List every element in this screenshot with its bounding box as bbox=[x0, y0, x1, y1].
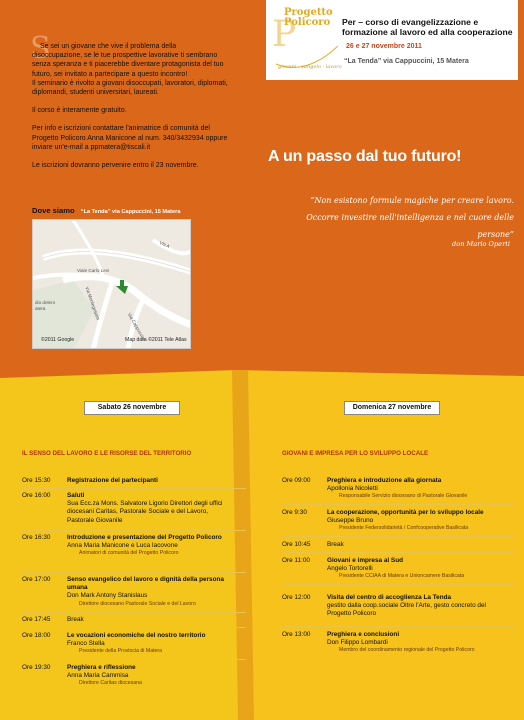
map-street-label-2: Via Montegrappa bbox=[84, 286, 101, 321]
program-time: Ore 11:00 bbox=[282, 557, 310, 564]
day-label-sunday: Domenica 27 novembre bbox=[344, 401, 440, 415]
svg-text:P: P bbox=[272, 14, 297, 55]
logo-line2: Policoro bbox=[284, 17, 331, 28]
map-graphic bbox=[33, 220, 191, 349]
quote-line-1: “Non esistono formule magiche per creare lavoro. bbox=[310, 196, 514, 205]
program-time: Ore 19:30 bbox=[22, 664, 51, 671]
map-street-label-1: Viale Carlo Levi bbox=[77, 268, 110, 273]
program-text: Break bbox=[67, 616, 84, 623]
program-time: Ore 17:00 bbox=[22, 576, 51, 583]
slogan: A un passo dal tuo futuro! bbox=[268, 148, 462, 165]
program-text: Franco Stella bbox=[67, 640, 105, 648]
program-title: Le vocazioni economiche del nostro territorio bbox=[67, 632, 206, 639]
program-text: Sua Ecc.za Mons. Salvatore Ligorio Direttori degli uffici diocesani Caritas, Pastorale Sociale e del Lavoro, Pastorale Giovanile bbox=[67, 500, 223, 524]
intro-paragraph-3: Per info e iscrizioni contattare l'animatrice di comunità del Progetto Policoro Anna Manicone al num. 340/3432934 oppure inviare un'e-mail a ppmatera@tiscali.it bbox=[32, 125, 228, 151]
program-title: Preghiera e introduzione alla giornata bbox=[327, 477, 442, 484]
program-subtext: Membro del coordinamento regionale del Progetto Policoro bbox=[339, 647, 475, 654]
program-time: Ore 9:30 bbox=[282, 509, 307, 516]
map-poi-label: dio delero atera bbox=[35, 300, 56, 311]
location-map bbox=[32, 219, 191, 349]
program-subtext: Responsabile Servizio diocesano di Pastorale Giovanile bbox=[339, 493, 468, 500]
header-box bbox=[266, 0, 518, 80]
program-subtext: Presidente della Provincia di Matera bbox=[79, 648, 163, 655]
map-credit-data: Map data ©2011 Tele Atlas bbox=[125, 337, 187, 343]
day-label-saturday: Sabato 26 novembre bbox=[84, 401, 180, 415]
program-time: Ore 13:00 bbox=[282, 631, 311, 638]
program-title: Senso evangelico del lavoro e dignità della persona umana bbox=[67, 576, 224, 592]
program-subtext: Direttore diocesano Pastorale Sociale e del Lavoro bbox=[79, 600, 196, 607]
map-credit-google: ©2011 Google bbox=[41, 337, 75, 343]
program-text: Anna Maria Cammisa bbox=[67, 672, 129, 680]
logo-line1: Progetto bbox=[284, 7, 333, 18]
program-title: Visita del centro di accoglienza La Tenda bbox=[327, 594, 452, 601]
saturday-section-title: IL SENSO DEL LAVORO E LE RISORSE DEL TERRITORIO bbox=[22, 450, 192, 457]
program-text: gestito dalla coop.sociale Oltre l'Arte, gesto concreto del Progetto Policoro bbox=[327, 602, 486, 618]
intro-paragraph-1: Se sei un giovane che vive il problema della disoccupazione, se le tue prospettive lavorative ti sembrano senza speranza e ti piacerebbe diventare protagonista del tuo futuro, sei invitato a partecipare a questo incontro! bbox=[32, 43, 224, 78]
program-title: La cooperazione, opportunità per lo sviluppo locale bbox=[327, 509, 484, 516]
program-text: Giuseppe Bruno bbox=[327, 517, 374, 525]
sunday-section-title: GIOVANI E IMPRESA PER LO SVILUPPO LOCALE bbox=[282, 450, 429, 457]
program-time: Ore 09:00 bbox=[282, 477, 311, 484]
program-text: Break bbox=[327, 541, 344, 548]
program-time: Ore 16:00 bbox=[22, 492, 51, 499]
progetto-policoro-logo bbox=[270, 6, 342, 70]
location-label: Dove siamo bbox=[32, 206, 75, 215]
program-text: Don Mark Antony Stanislaus bbox=[67, 592, 148, 600]
quote-author: don Mario Operti bbox=[452, 240, 510, 248]
program-title: Giovani e impresa al Sud bbox=[327, 557, 404, 564]
location-address: “La Tenda” via Cappuccini, 15 Matera bbox=[80, 209, 181, 215]
intro-paragraph-2: Il corso è interamente gratuito. bbox=[32, 107, 127, 115]
program-time: Ore 12:00 bbox=[282, 594, 311, 601]
quote-line-2: Occorre investire nell'intelligenza e nel cuore delle persone” bbox=[306, 213, 514, 239]
intro-paragraph-1b: Il seminario è rivolto a giovani disoccupati, lavoratori, diplomati, diplomandi, studenti universitari, laureati. bbox=[32, 79, 228, 97]
program-subtext: Presidente Federsolidarietà / Confcooperative Basilicata bbox=[339, 525, 469, 532]
program-text: Apollonia Nicoletti bbox=[327, 485, 378, 493]
location-heading bbox=[32, 206, 180, 215]
program-time: Ore 18:00 bbox=[22, 632, 51, 639]
intro-paragraph-4: Le iscrizioni dovranno pervenire entro il 23 novembre. bbox=[32, 162, 199, 170]
program-title: Preghiera e riflessione bbox=[67, 664, 136, 671]
svg-text:giovani · vangelo · lavoro: giovani · vangelo · lavoro bbox=[278, 64, 342, 70]
program-title: Saluti bbox=[67, 492, 85, 499]
program-time: Ore 15:30 bbox=[22, 477, 51, 484]
program-subtext: Presidente CCIAA di Matera e Unioncamere Basilicata bbox=[339, 573, 465, 580]
program-text: Angelo Tortorelli bbox=[327, 565, 373, 573]
program-title: Preghiera e conclusioni bbox=[327, 631, 400, 638]
program-time: Ore 16:30 bbox=[22, 534, 51, 541]
program-time: Ore 10:45 bbox=[282, 541, 311, 548]
program-subtext: Direttore Caritas diocesana bbox=[79, 680, 142, 687]
course-title: Per – corso di evangelizzazione e formazione al lavoro ed alla cooperazione bbox=[342, 17, 513, 37]
dropcap: S bbox=[30, 31, 51, 66]
course-place: “La Tenda” via Cappuccini, 15 Matera bbox=[344, 58, 469, 65]
quote bbox=[290, 192, 514, 243]
program-text: Don Filippo Lombardi bbox=[327, 639, 388, 647]
program-title: Registrazione dei partecipanti bbox=[67, 477, 158, 484]
program-subtext: Animatori di comunità del Progetto Policoro bbox=[79, 550, 179, 557]
program-time: Ore 17:45 bbox=[22, 616, 51, 623]
map-street-label-4: Via A bbox=[158, 240, 171, 250]
course-date: 26 e 27 novembre 2011 bbox=[346, 43, 422, 50]
map-street-label-3: Via Cappuccini bbox=[126, 312, 147, 341]
program-text: Anna Maria Manicone e Luca Iacovone bbox=[67, 542, 178, 550]
program-title: Introduzione e presentazione del Progetto Policoro bbox=[67, 534, 222, 541]
intro-text bbox=[32, 42, 228, 179]
